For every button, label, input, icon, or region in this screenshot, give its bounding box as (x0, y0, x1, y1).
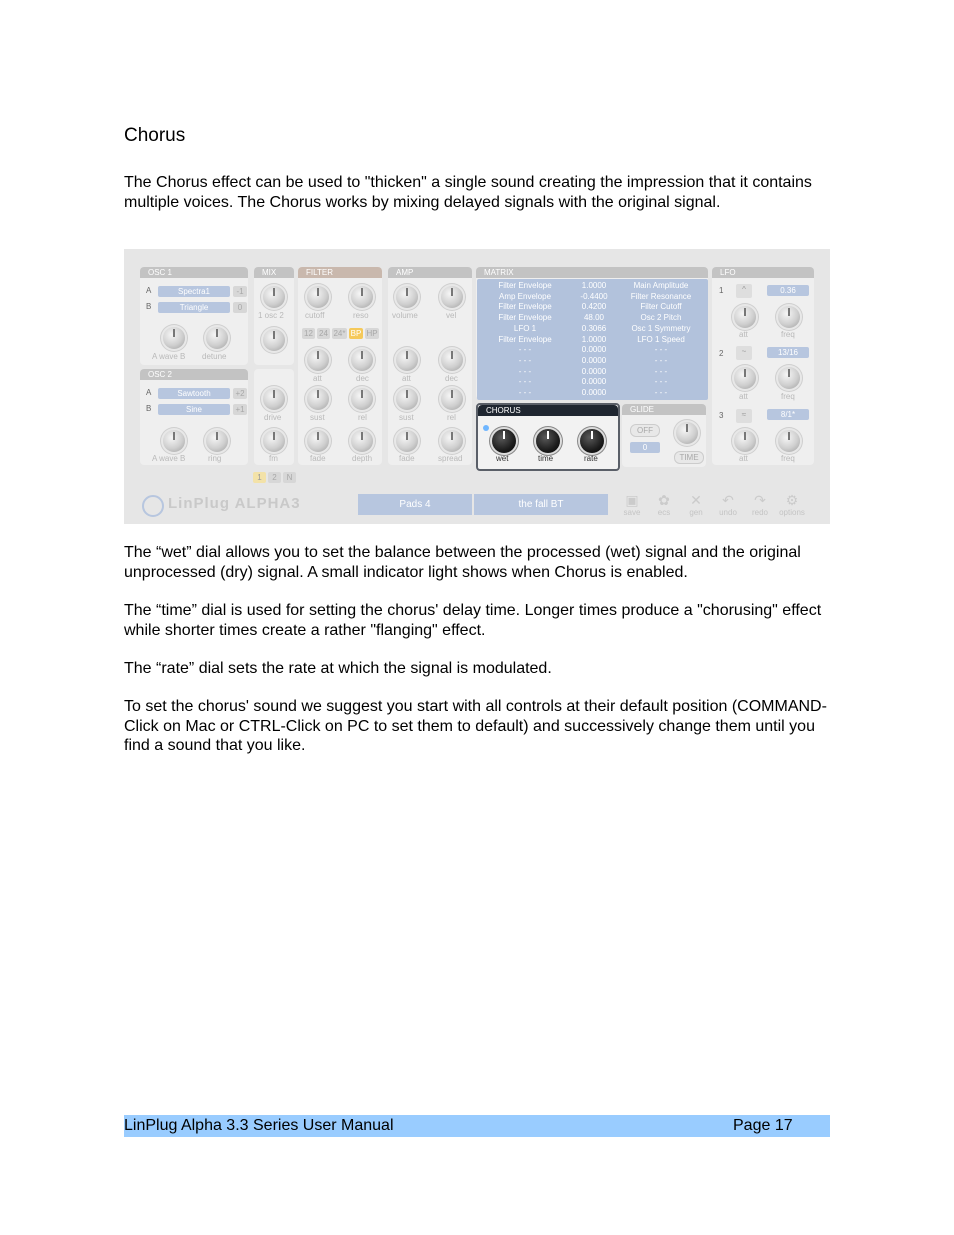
preset-name-selector[interactable]: the fall BT (474, 494, 608, 515)
filter-knob-fade-label: fade (310, 454, 326, 463)
section-heading: Chorus (124, 125, 186, 146)
filter-knob-reso-label: reso (353, 311, 369, 320)
osc2-a-value[interactable]: +2 (233, 388, 247, 399)
filter-knob-sust-label: sust (310, 413, 325, 422)
filter-header: FILTER (298, 267, 382, 278)
drive-label: drive (264, 413, 282, 422)
amp-knob-spread-label: spread (438, 454, 463, 463)
synth-screenshot: OSC 1 A Spectra1 -1 B Triangle 0 A wave B detune OSC 2 A Sawtooth +2 B Sine +1 A wave B ring MIX 1 osc 2 drive fm FILTER cutoff reso 12 24 24* BP HP att dec sust rel fade depth AMP volume vel att dec sust rel fade spread MATRIX Filter Envelope 1.0000 Main Amplitude Amp Envelope -0.4400 Filter Resonance Filter Envelope 0.4200 Filter Cutoff Filter Envelope 48.00 Osc 2 Pitch LFO 1 0.3066 Osc 1 Symmetry Filter Envelope 1.0000 LFO 1 Speed - - - 0.0000 - - - - - - 0.0000 - - - - - - 0.0000 - - - - - - 0.0000 - - - - - - 0.0000 - - - CHORUS wet time rate GLIDE OFF 0 TIME LFO 1 ^ 0.36 att freq 2 ~ 13/16 att freq 3 ≈ 8/1* att freq 1 2 N LinPlug ALPHA3 Pads 4 the fall BT ▣ ✿ ✕ ↶ ↷ ⚙ save ecs gen undo redo options (124, 249, 830, 524)
ecs-icon[interactable]: ✿ (658, 492, 670, 508)
amp-knob-dec-label: dec (445, 374, 458, 383)
filter-att-knob[interactable] (307, 349, 329, 371)
filter-rel-knob[interactable] (351, 388, 373, 410)
osc2-b-value[interactable]: +1 (233, 404, 247, 415)
chorus-rate-knob[interactable] (580, 429, 604, 453)
time-paragraph: The “time” dial is used for setting the chorus' delay time. Longer times produce a "chorusing" effect while shorter times create a rather "flanging" effect. (124, 602, 822, 639)
vel-knob[interactable] (441, 286, 463, 308)
matrix-row[interactable]: Amp Envelope -0.4400 Filter Resonance (498, 291, 692, 301)
ecs-label: ecs (657, 508, 671, 517)
osc1-detune-knob[interactable] (206, 327, 228, 349)
osc1-section (140, 267, 248, 365)
filter-depth-knob[interactable] (351, 430, 373, 452)
lfo1-number: 1 (719, 286, 724, 295)
amp-sust-knob[interactable] (396, 388, 418, 410)
glide-time-knob[interactable] (676, 422, 698, 444)
redo-label: redo (751, 508, 768, 517)
filter-knob-depth-label: depth (352, 454, 373, 463)
filter-knob-att-label: att (313, 374, 322, 383)
filter-knob-cutoff-label: cutoff (305, 311, 325, 320)
osc2-b-wave[interactable]: Sine (158, 404, 230, 415)
page-number: Page 17 (733, 1117, 793, 1134)
matrix-row[interactable]: - - - 0.0000 - - - (518, 377, 668, 387)
amp-knob-vel-label: vel (446, 311, 457, 320)
osc1-a-wave[interactable]: Spectra1 (158, 286, 230, 297)
filter-mode-24[interactable]: 24 (317, 328, 330, 339)
amp-header: AMP (388, 267, 472, 278)
lfo2-wave-button[interactable]: ~ (736, 346, 752, 360)
page-button-2[interactable]: 2 (268, 472, 281, 483)
osc2-section (140, 369, 248, 465)
amp-knob-sust-label: sust (399, 413, 414, 422)
chorus-wet-knob[interactable] (492, 429, 516, 453)
undo-icon[interactable]: ↶ (722, 492, 734, 508)
lfo3-att-label: att (739, 454, 748, 463)
matrix-row[interactable]: - - - 0.0000 - - - (518, 388, 668, 397)
filter-knob-rel-label: rel (358, 413, 367, 422)
matrix-row[interactable]: Filter Envelope 1.0000 Main Amplitude (498, 281, 689, 290)
osc1-knob2-label: detune (202, 352, 227, 361)
amp-knob-rel-label: rel (447, 413, 456, 422)
chorus-indicator-light (483, 425, 489, 431)
lfo3-rate[interactable]: 8/1* (767, 409, 809, 420)
rate-paragraph: The “rate” dial sets the rate at which the signal is modulated. (124, 660, 552, 677)
chorus-time-label: time (538, 454, 554, 463)
lfo1-freq-label: freq (781, 330, 795, 339)
options-label: options (779, 508, 805, 517)
lfo2-att-knob[interactable] (734, 367, 756, 389)
lfo3-wave-button[interactable]: ≈ (736, 409, 752, 423)
matrix-row[interactable]: - - - 0.0000 - - - (518, 345, 668, 355)
filter-mode-12[interactable]: 12 (302, 328, 315, 339)
chorus-header: CHORUS (478, 405, 618, 416)
lfo1-att-label: att (739, 330, 748, 339)
matrix-table (477, 279, 708, 400)
redo-icon[interactable]: ↷ (754, 492, 766, 508)
lfo2-freq-knob[interactable] (778, 367, 800, 389)
matrix-row[interactable]: - - - 0.0000 - - - (518, 355, 668, 365)
lfo3-freq-knob[interactable] (778, 430, 800, 452)
amp-knob-fade-label: fade (399, 454, 415, 463)
amp-fade-knob[interactable] (396, 430, 418, 452)
lfo2-att-label: att (739, 392, 748, 401)
cutoff-knob[interactable] (307, 286, 329, 308)
filter-mode-24s[interactable]: 24* (333, 329, 346, 338)
matrix-header: MATRIX (476, 267, 708, 278)
lfo2-rate[interactable]: 13/16 (767, 347, 809, 358)
filter-knob-fm-label: fm (269, 454, 278, 463)
matrix-row[interactable]: Filter Envelope 1.0000 LFO 1 Speed (498, 334, 685, 344)
osc1-a-value[interactable]: -1 (233, 286, 247, 297)
glide-value[interactable]: 0 (630, 442, 660, 453)
osc1-header: OSC 1 (140, 267, 248, 278)
preset-bank-selector[interactable]: Pads 4 (358, 494, 472, 515)
amp-knob-att-label: att (402, 374, 411, 383)
filter-sust-knob[interactable] (307, 388, 329, 410)
fm-knob[interactable] (263, 430, 285, 452)
filter-knob-dec-label: dec (356, 374, 369, 383)
glide-off-button[interactable]: OFF (630, 424, 660, 437)
matrix-row[interactable]: LFO 1 0.3066 Osc 1 Symmetry (513, 323, 691, 333)
logo-icon (142, 495, 164, 517)
chorus-time-knob[interactable] (536, 429, 560, 453)
osc2-header: OSC 2 (140, 369, 248, 380)
chorus-rate-label: rate (584, 454, 598, 463)
osc2-knob1-label: A wave B (152, 454, 186, 463)
logo: LinPlug ALPHA3 (168, 495, 301, 512)
drive-knob[interactable] (263, 388, 285, 410)
lfo1-rate[interactable]: 0.36 (767, 285, 809, 296)
save-icon[interactable]: ▣ (625, 492, 639, 508)
options-icon[interactable]: ⚙ (785, 492, 799, 508)
reso-knob[interactable] (351, 286, 373, 308)
amp-rel-knob[interactable] (441, 388, 463, 410)
page-button-n[interactable]: N (283, 472, 296, 483)
glide-time-button[interactable]: TIME (674, 451, 704, 464)
chorus-wet-label: wet (496, 454, 509, 463)
osc2-ring-knob[interactable] (206, 430, 228, 452)
osc1-knob1-label: A wave B (152, 352, 186, 361)
lfo-header: LFO (712, 267, 814, 278)
lfo3-number: 3 (719, 411, 724, 420)
osc1-b-wave[interactable]: Triangle (158, 302, 230, 313)
osc2-wave-knob[interactable] (163, 430, 185, 452)
filter-dec-knob[interactable] (351, 349, 373, 371)
filter-mode-bp[interactable]: BP (350, 329, 362, 338)
osc1-b-value[interactable]: 0 (233, 302, 247, 313)
amp-att-knob[interactable] (396, 349, 418, 371)
footer-title: LinPlug Alpha 3.3 Series User Manual (124, 1117, 394, 1134)
wet-paragraph: The “wet” dial allows you to set the balance between the processed (wet) signal and the original unprocessed (dry) signal. A small indicator light shows when Chorus is enabled. (124, 544, 801, 581)
mix-knob-2[interactable] (263, 329, 285, 351)
default-paragraph: To set the chorus' sound we suggest you start with all controls at their default position (COMMAND-Click on Mac or CTRL-Click on PC to set them to default) and successively change them until you find a sound that you like. (124, 698, 827, 754)
amp-dec-knob[interactable] (441, 349, 463, 371)
mix-knob-label: 1 osc 2 (258, 311, 284, 320)
mix-header: MIX (254, 267, 294, 278)
lfo1-att-knob[interactable] (734, 306, 756, 328)
gen-icon[interactable]: ✕ (690, 492, 702, 508)
osc2-knob2-label: ring (208, 454, 222, 463)
osc2-a-wave[interactable]: Sawtooth (158, 388, 230, 399)
lfo1-freq-knob[interactable] (778, 306, 800, 328)
gen-label: gen (689, 508, 703, 517)
page-footer (124, 1115, 830, 1137)
lfo3-att-knob[interactable] (734, 430, 756, 452)
matrix-row[interactable]: Filter Envelope 48.00 Osc 2 Pitch (498, 313, 682, 323)
osc1-wave-knob[interactable] (163, 327, 185, 349)
volume-knob[interactable] (396, 286, 418, 308)
page-button-1[interactable]: 1 (253, 472, 266, 483)
mix-knob[interactable] (263, 286, 285, 308)
undo-label: undo (719, 508, 737, 517)
lfo2-freq-label: freq (781, 392, 795, 401)
glide-header: GLIDE (622, 404, 706, 415)
filter-fade-knob[interactable] (307, 430, 329, 452)
amp-knob-volume-label: volume (392, 311, 418, 320)
amp-spread-knob[interactable] (441, 430, 463, 452)
intro-paragraph: The Chorus effect can be used to "thicken" a single sound creating the impression that it contains multiple voices. The Chorus works by mixing delayed signals with the original signal. (124, 174, 812, 211)
lfo3-freq-label: freq (781, 454, 795, 463)
matrix-row[interactable]: Filter Envelope 0.4200 Filter Cutoff (498, 302, 682, 312)
lfo1-wave-button[interactable]: ^ (736, 284, 752, 298)
matrix-row[interactable]: - - - 0.0000 - - - (518, 366, 668, 376)
filter-mode-hp[interactable]: HP (366, 329, 378, 338)
save-label: save (623, 508, 641, 517)
lfo2-number: 2 (719, 349, 724, 358)
